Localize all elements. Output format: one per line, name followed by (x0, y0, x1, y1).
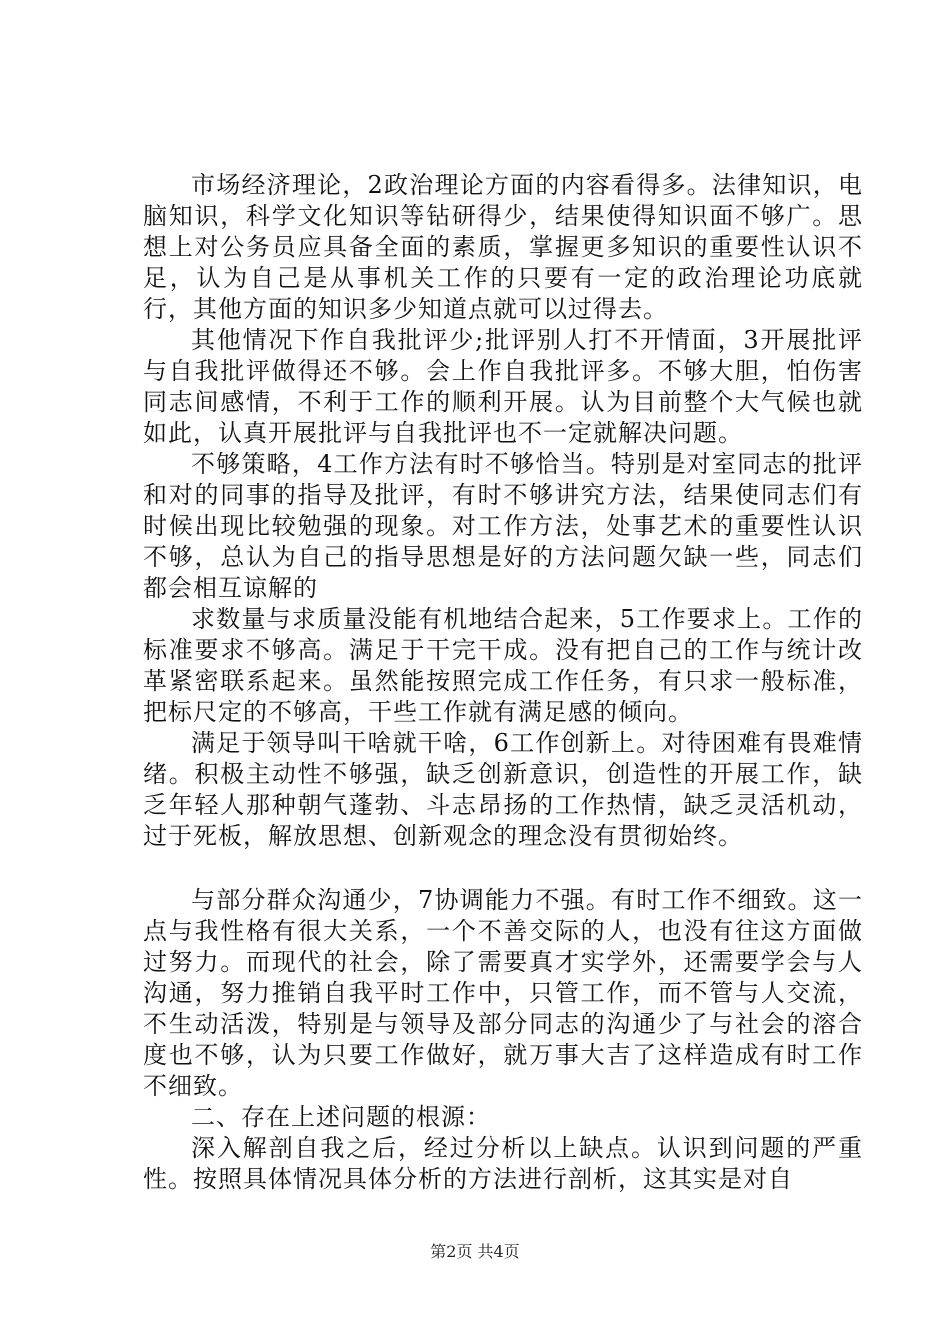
paragraph-5: 满足于领导叫干啥就干啥，6工作创新上。对待困难有畏难情绪。积极主动性不够强，缺乏创新意识，创造性的开展工作，缺乏年轻人那种朝气蓬勃、斗志昂扬的工作热情，缺乏灵活机动，过于死板，解放思想、创新观念的理念没有贯彻始终。 (143, 729, 863, 850)
paragraph-7: 深入解剖自我之后，经过分析以上缺点。认识到问题的严重性。按照具体情况具体分析的方法进行剖析，这其实是对自 (143, 1134, 863, 1193)
paragraph-4: 求数量与求质量没能有机地结合起来，5工作要求上。工作的标准要求不够高。满足于干完干成。没有把自己的工作与统计改革紧密联系起来。虽然能按照完成工作任务，有只求一般标准，把标尺定的不够高，干些工作就有满足感的倾向。 (143, 605, 863, 726)
page-number-footer: 第2页 共4页 (430, 1242, 520, 1261)
section-heading: 二、存在上述问题的根源： (191, 1103, 491, 1131)
paragraph-6: 与部分群众沟通少，7协调能力不强。有时工作不细致。这一点与我性格有很大关系，一个不善交际的人，也没有往这方面做过努力。而现代的社会，除了需要真才实学外，还需要学会与人沟通，努力推销自我平时工作中，只管工作，而不管与人交流，不生动活泼，特别是与领导及部分同志的沟通少了与社会的溶合度也不够，认为只要工作做好，就万事大吉了这样造成有时工作不细致。 (143, 886, 863, 1100)
paragraph-1: 市场经济理论，2政治理论方面的内容看得多。法律知识，电脑知识，科学文化知识等钻研得少，结果使得知识面不够广。思想上对公务员应具备全面的素质，掌握更多知识的重要性认识不足，认为自己是从事机关工作的只要有一定的政治理论功底就行，其他方面的知识多少知道点就可以过得去。 (143, 171, 863, 323)
paragraph-2: 其他情况下作自我批评少;批评别人打不开情面，3开展批评与自我批评做得还不够。会上作自我批评多。不够大胆，怕伤害同志间感情，不利于工作的顺利开展。认为目前整个大气候也就如此，认真开展批评与自我批评也不一定就解决问题。 (143, 326, 863, 447)
document-body (143, 170, 863, 1195)
paragraph-3: 不够策略，4工作方法有时不够恰当。特别是对室同志的批评和对的同事的指导及批评，有时不够讲究方法，结果使同志们有时候出现比较勉强的现象。对工作方法，处事艺术的重要性认识不够，总认为自己的指导思想是好的方法问题欠缺一些，同志们都会相互谅解的 (143, 450, 863, 602)
